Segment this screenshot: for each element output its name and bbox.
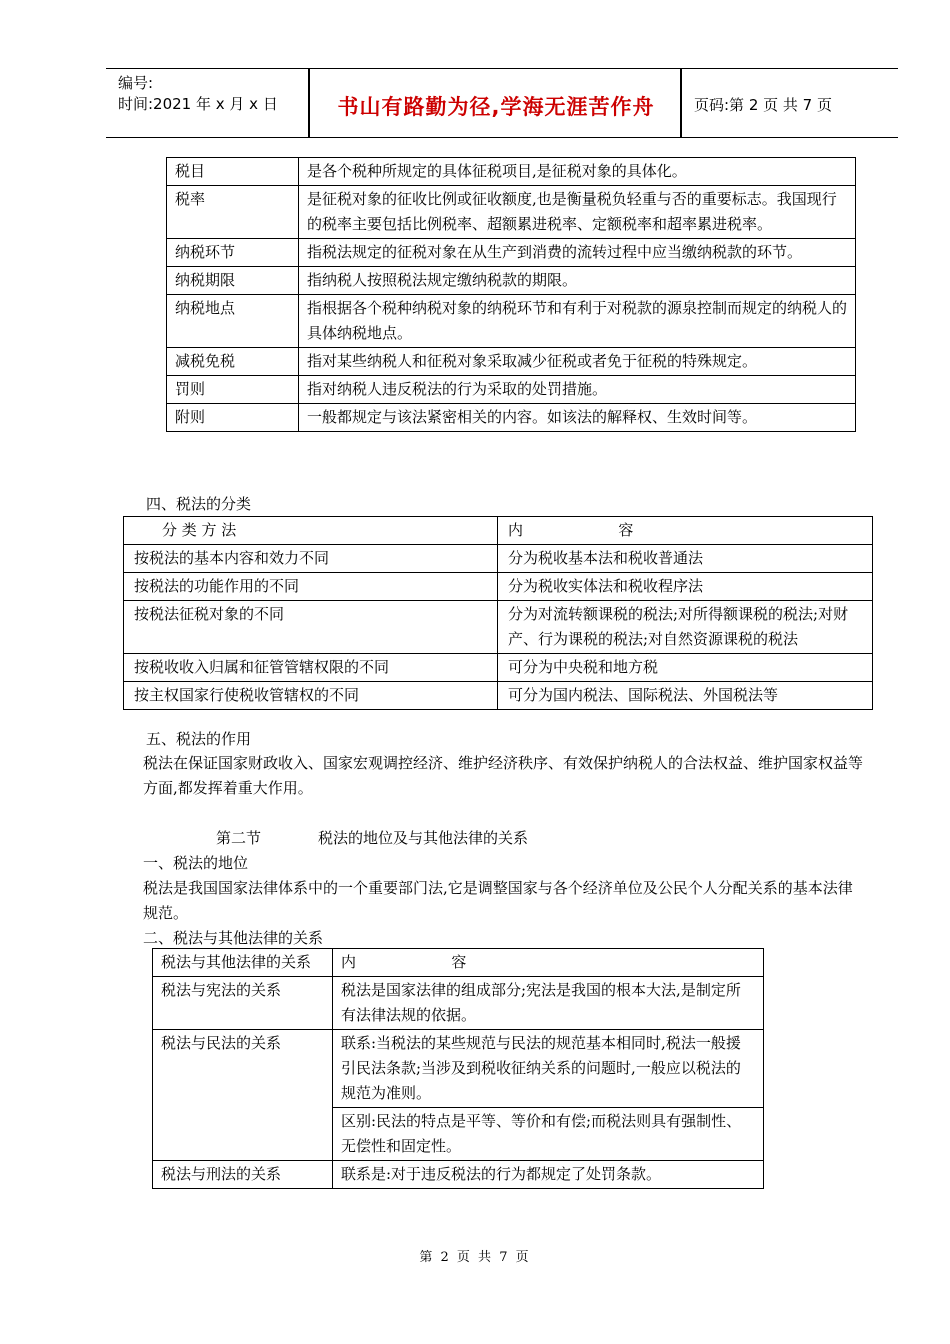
table-row [153, 977, 764, 1030]
desc-cell: 是征税对象的征收比例或征收额度,也是衡量税负轻重与否的重要标志。我国现行的税率主要包括比例税率、超额累进税率、定额税率和超率累进税率。 [299, 186, 856, 239]
content-cell: 区别:民法的特点是平等、等价和有偿;而税法则具有强制性、无偿性和固定性。 [333, 1108, 764, 1161]
table-row [167, 348, 856, 376]
method-cell: 按税收收入归属和征管管辖权限的不同 [124, 654, 498, 682]
desc-cell: 指对某些纳税人和征税对象采取减少征税或者免于征税的特殊规定。 [299, 348, 856, 376]
table-row [167, 404, 856, 432]
table-row [124, 545, 873, 573]
content-cell: 分为对流转额课税的税法;对所得额课税的税法;对财产、行为课税的税法;对自然资源课税的税法 [498, 601, 873, 654]
content-cell: 可分为国内税法、国际税法、外国税法等 [498, 682, 873, 710]
desc-cell: 一般都规定与该法紧密相关的内容。如该法的解释权、生效时间等。 [299, 404, 856, 432]
desc-cell: 指根据各个税种纳税对象的纳税环节和有利于对税款的源泉控制而规定的纳税人的具体纳税地点。 [299, 295, 856, 348]
relations-table [152, 948, 764, 1189]
relation-cell: 税法与民法的关系 [153, 1030, 333, 1161]
section-5-body: 税法在保证国家财政收入、国家宏观调控经济、维护经济秩序、有效保护纳税人的合法权益、维护国家权益等方面,都发挥着重大作用。 [143, 754, 864, 797]
term-cell: 附则 [167, 404, 299, 432]
content-cell: 可分为中央税和地方税 [498, 654, 873, 682]
desc-cell: 指对纳税人违反税法的行为采取的处罚措施。 [299, 376, 856, 404]
content-cell: 分为税收基本法和税收普通法 [498, 545, 873, 573]
header-divider [680, 69, 682, 137]
content-cell: 分为税收实体法和税收程序法 [498, 573, 873, 601]
desc-cell: 是各个税种所规定的具体征税项目,是征税对象的具体化。 [299, 158, 856, 186]
content-cell: 税法是国家法律的组成部分;宪法是我国的根本大法,是制定所有法律法规的依据。 [333, 977, 764, 1030]
chapter-title: 税法的地位及与其他法律的关系 [318, 829, 529, 847]
term-cell: 税目 [167, 158, 299, 186]
term-cell: 纳税环节 [167, 239, 299, 267]
term-cell: 税率 [167, 186, 299, 239]
table-row [124, 682, 873, 710]
table-row [167, 376, 856, 404]
term-cell: 罚则 [167, 376, 299, 404]
term-cell: 减税免税 [167, 348, 299, 376]
column-header-content: 内 容 [333, 949, 764, 977]
table-row [167, 186, 856, 239]
relation-cell: 税法与宪法的关系 [153, 977, 333, 1030]
desc-cell: 指纳税人按照税法规定缴纳税款的期限。 [299, 267, 856, 295]
section-4-title: 四、税法的分类 [146, 495, 252, 513]
desc-cell: 指税法规定的征税对象在从生产到消费的流转过程中应当缴纳税款的环节。 [299, 239, 856, 267]
method-cell: 按税法的基本内容和效力不同 [124, 545, 498, 573]
method-cell: 按税法征税对象的不同 [124, 601, 498, 654]
table-row [167, 158, 856, 186]
table-header-row [124, 517, 873, 545]
header-info [118, 73, 278, 115]
table-row [124, 573, 873, 601]
classification-table [123, 516, 873, 710]
subsection-2-title: 二、税法与其他法律的关系 [143, 929, 324, 947]
chapter-number: 第二节 [216, 829, 262, 847]
subsection-1-body: 税法是我国国家法律体系中的一个重要部门法,它是调整国家与各个经济单位及公民个人分配关系的基本法律规范。 [143, 879, 853, 922]
relation-cell: 税法与刑法的关系 [153, 1161, 333, 1189]
header-page-label: 页码:第 2 页 共 7 页 [694, 96, 832, 114]
column-header-content: 内 容 [498, 517, 873, 545]
method-cell: 按主权国家行使税收管辖权的不同 [124, 682, 498, 710]
time-label: 时间:2021 年 x 月 x 日 [118, 95, 278, 113]
table-row [167, 295, 856, 348]
table-row [124, 654, 873, 682]
table-row [124, 601, 873, 654]
table-row [167, 239, 856, 267]
content-cell: 联系是:对于违反税法的行为都规定了处罚条款。 [333, 1161, 764, 1189]
column-header-method: 分 类 方 法 [124, 517, 498, 545]
table-row [153, 1161, 764, 1189]
section-5-title: 五、税法的作用 [146, 730, 252, 748]
table-row [153, 1030, 764, 1108]
term-cell: 纳税期限 [167, 267, 299, 295]
number-label: 编号: [118, 74, 154, 92]
table-row [167, 267, 856, 295]
content-cell: 联系:当税法的某些规范与民法的规范基本相同时,税法一般援引民法条款;当涉及到税收征纳关系的问题时,一般应以税法的规范为准则。 [333, 1030, 764, 1108]
tax-elements-table [166, 157, 856, 432]
header-motto: 书山有路勤为径,学海无涯苦作舟 [337, 95, 655, 119]
page-header [106, 68, 898, 138]
method-cell: 按税法的功能作用的不同 [124, 573, 498, 601]
column-header-relation: 税法与其他法律的关系 [153, 949, 333, 977]
table-header-row [153, 949, 764, 977]
page-footer: 第 2 页 共 7 页 [419, 1250, 531, 1265]
subsection-1-title: 一、税法的地位 [143, 854, 249, 872]
term-cell: 纳税地点 [167, 295, 299, 348]
